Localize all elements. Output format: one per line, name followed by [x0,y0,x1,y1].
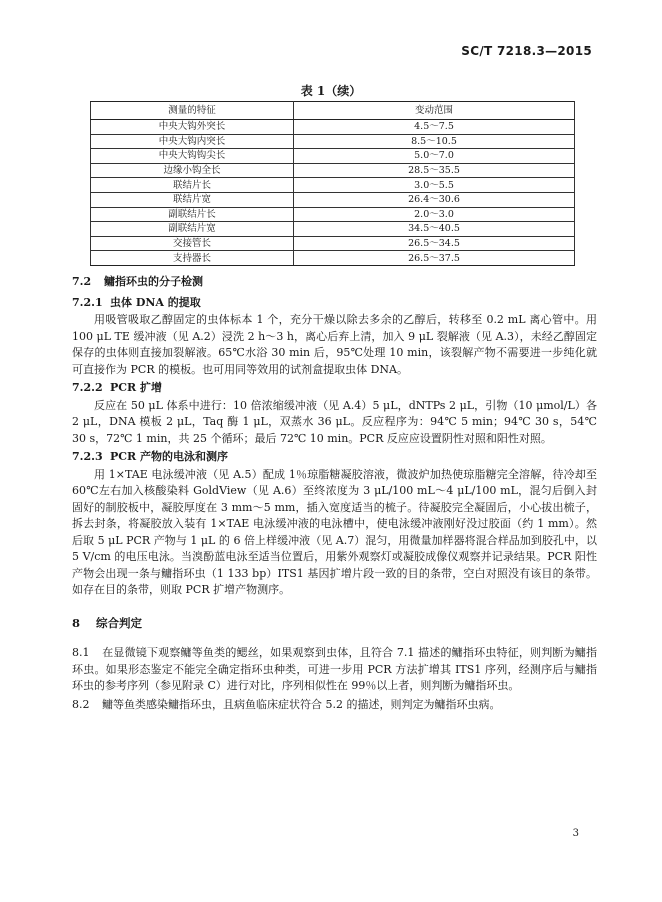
table-row [91,120,575,135]
feature-cell: 交接管长 [91,236,294,251]
range-cell: 3.0～5.5 [294,178,575,193]
table-row [91,134,575,149]
range-cell: 2.0～3.0 [294,207,575,222]
table-row [91,236,575,251]
section-title: 综合判定 [96,615,142,630]
feature-cell: 支持器长 [91,251,294,266]
section-number: 8 [72,615,81,630]
column-header-feature: 测量的特征 [91,102,294,120]
measurement-table [90,101,575,266]
table-row [91,163,575,178]
clause-8-1 [72,645,597,695]
table-row [91,207,575,222]
section-title: PCR 扩增 [110,381,162,394]
section-heading-8 [72,615,597,632]
table-row [91,178,575,193]
range-cell: 4.5～7.5 [294,120,575,135]
section-title: 鳙指环虫的分子检测 [104,275,203,288]
feature-cell: 中央大钩外突长 [91,120,294,135]
range-cell: 28.5～35.5 [294,163,575,178]
paragraph-dna-extraction: 用吸管吸取乙醇固定的虫体标本 1 个，充分干燥以除去多余的乙醇后，转移至 0.2 mL 离心管中。用 100 μL TE 缓冲液（见 A.2）浸洗 2 h～3 h，离心后弃上清，加入 9 μL 裂解液（见 A.3），未经乙醇固定保存的虫体则直接加裂解液。65℃水浴 30 min 后，95℃处理 10 min，该裂解产物不需要进一步纯化就可直接作为 PCR 的模板。也可用同等效用的试剂盒提取虫体 DNA。 [72,313,597,376]
clause-8-2 [72,697,597,714]
range-cell: 5.0～7.0 [294,149,575,164]
feature-cell: 边缘小钩全长 [91,163,294,178]
section-number: 7.2.2 [72,381,103,394]
section-heading-7-2-1 [72,295,597,312]
standard-code: SC/T 7218.3—2015 [461,44,592,58]
table-row [91,222,575,237]
range-cell: 26.5～37.5 [294,251,575,266]
feature-cell: 中央大钩钩尖长 [91,149,294,164]
feature-cell: 中央大钩内突长 [91,134,294,149]
clause-number: 8.1 [72,646,90,659]
feature-cell: 联结片宽 [91,192,294,207]
section-title: PCR 产物的电泳和测序 [110,450,228,463]
range-cell: 26.4～30.6 [294,192,575,207]
paragraph-electrophoresis: 用 1×TAE 电泳缓冲液（见 A.5）配成 1％琼脂糖凝胶溶液，微波炉加热使琼脂糖完全溶解，待冷却至 60℃左右加入核酸染料 GoldView（见 A.6）至终浓度为 3 μL/100 mL～4 μL/100 mL，混匀后倒入封固好的制胶板中，凝胶厚度在 3 mm～5 mm，插入宽度适当的梳子。待凝胶完全凝固后，小心拔出梳子，拆去封条，将凝胶放入装有 1×TAE 电泳缓冲液的电泳槽中，使电泳缓冲液刚好没过胶面（约 1 mm）。然后取 5 μL PCR 产物与 1 μL 的 6 倍上样缓冲液（见 A.7）混匀，用微量加样器将混合样品加到胶孔中，以 5 V/cm 的电压电泳。当溴酚蓝电泳至适当位置后，用紫外观察灯或凝胶成像仪观察并记录结果。PCR 阳性产物会出现一条与鳙指环虫（1 133 bp）ITS1 基因扩增片段一致的目的条带，空白对照没有该目的条带。如存在目的条带，则取 PCR 扩增产物测序。 [72,467,597,596]
clause-text: 在显微镜下观察鳙等鱼类的鳃丝，如果观察到虫体，且符合 7.1 描述的鳙指环虫特征，则判断为鳙指环虫。如果形态鉴定不能完全确定指环虫种类，可进一步用 PCR 方法扩增其 ITS1 序列，经测序后与鳙指环虫的参考序列（参见附录 C）进行对比，序列相似性在 99％以上者，则判断为鳙指环虫。 [72,646,597,692]
page-number: 3 [572,828,579,839]
table-row [91,251,575,266]
section-number: 7.2 [72,275,92,288]
table-row [91,149,575,164]
range-cell: 34.5～40.5 [294,222,575,237]
column-header-range: 变动范围 [294,102,575,120]
section-heading-7-2-2 [72,380,597,397]
range-cell: 8.5～10.5 [294,134,575,149]
feature-cell: 联结片长 [91,178,294,193]
clause-text: 鳙等鱼类感染鳙指环虫，且病鱼临床症状符合 5.2 的描述，则判定为鳙指环虫病。 [102,697,501,711]
table-title: 表 1（续） [300,84,362,98]
clause-number: 8.2 [72,697,90,711]
section-number: 7.2.3 [72,450,103,463]
feature-cell: 副联结片宽 [91,222,294,237]
body-content [72,274,597,715]
section-heading-7-2 [72,274,597,291]
section-heading-7-2-3 [72,449,597,466]
table-row [91,192,575,207]
section-title: 虫体 DNA 的提取 [110,295,201,309]
paragraph-pcr-amplification: 反应在 50 μL 体系中进行：10 倍浓缩缓冲液（见 A.4）5 μL，dNTPs 2 μL，引物（10 μmol/L）各2 μL，DNA 模板 2 μL，Taq 酶 1 μL，双蒸水 36 μL。反应程序为：94℃ 5 min；94℃ 30 s，54℃ 30 s，72℃ 1 min，共 25 个循环；最后 72℃ 10 min。PCR 反应应设置阴性对照和阳性对照。 [72,398,597,445]
range-cell: 26.5～34.5 [294,236,575,251]
table-header-row [91,102,575,120]
section-number: 7.2.1 [72,295,103,309]
feature-cell: 副联结片长 [91,207,294,222]
